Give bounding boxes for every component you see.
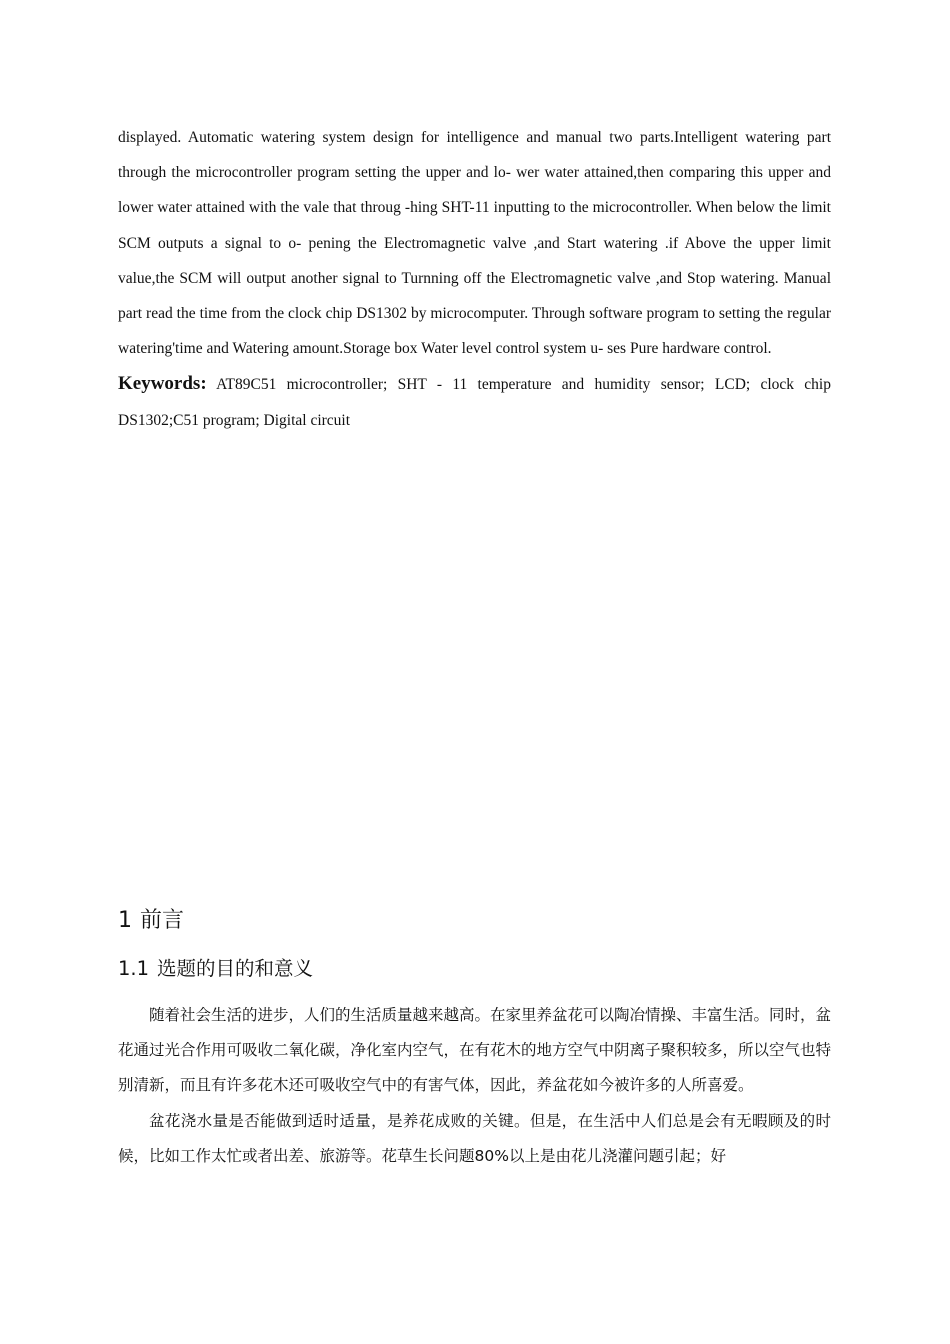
section-title: 前言 — [140, 908, 185, 933]
subsection-number: 1.1 — [118, 957, 150, 980]
keywords-label: Keywords: — [118, 373, 207, 395]
keywords-line — [118, 366, 831, 437]
body-paragraph-2: 盆花浇水量是否能做到适时适量，是养花成败的关键。但是，在生活中人们总是会有无暇顾及的时候，比如工作太忙或者出差、旅游等。花草生长问题80%以上是由花儿浇灌问题引起；好 — [118, 1111, 831, 1165]
abstract-block — [118, 120, 831, 438]
section-number: 1 — [118, 908, 132, 933]
subsection-heading-1-1 — [118, 953, 313, 981]
subsection-title: 选题的目的和意义 — [157, 957, 314, 980]
section-heading-1 — [118, 903, 184, 934]
body-text — [118, 998, 831, 1174]
body-paragraph-1: 随着社会生活的进步，人们的生活质量越来越高。在家里养盆花可以陶冶情操、丰富生活。同时，盆花通过光合作用可吸收二氧化碳，净化室内空气，在有花木的地方空气中阴离子聚积较多，所以空气也特别清新，而且有许多花木还可吸收空气中的有害气体，因此，养盆花如今被许多的人所喜爱。 — [118, 1006, 832, 1095]
abstract-paragraph: displayed. Automatic watering system design for intelligence and manual two parts.Intelligent watering part through the microcontroller program setting the upper and lo- wer water attained,then comparing this upper and lower water attained with the vale that throug -hing SHT-11 inputting to the microcontroller. When below the limit SCM outputs a signal to o- pening the Electromagnetic valve ,and Start watering .if Above the upper limit value,the SCM will output another signal to Turnning off the Electromagnetic valve ,and Stop watering. Manual part read the time from the clock chip DS1302 by microcomputer. Through software program to setting the regular watering'time and Watering amount.Storage box Water level control system u- ses Pure hardware control. — [118, 129, 831, 358]
keywords-text: AT89C51 microcontroller; SHT - 11 temperature and humidity sensor; LCD; clock chip DS1302;C51 program; Digital circuit — [118, 376, 831, 429]
